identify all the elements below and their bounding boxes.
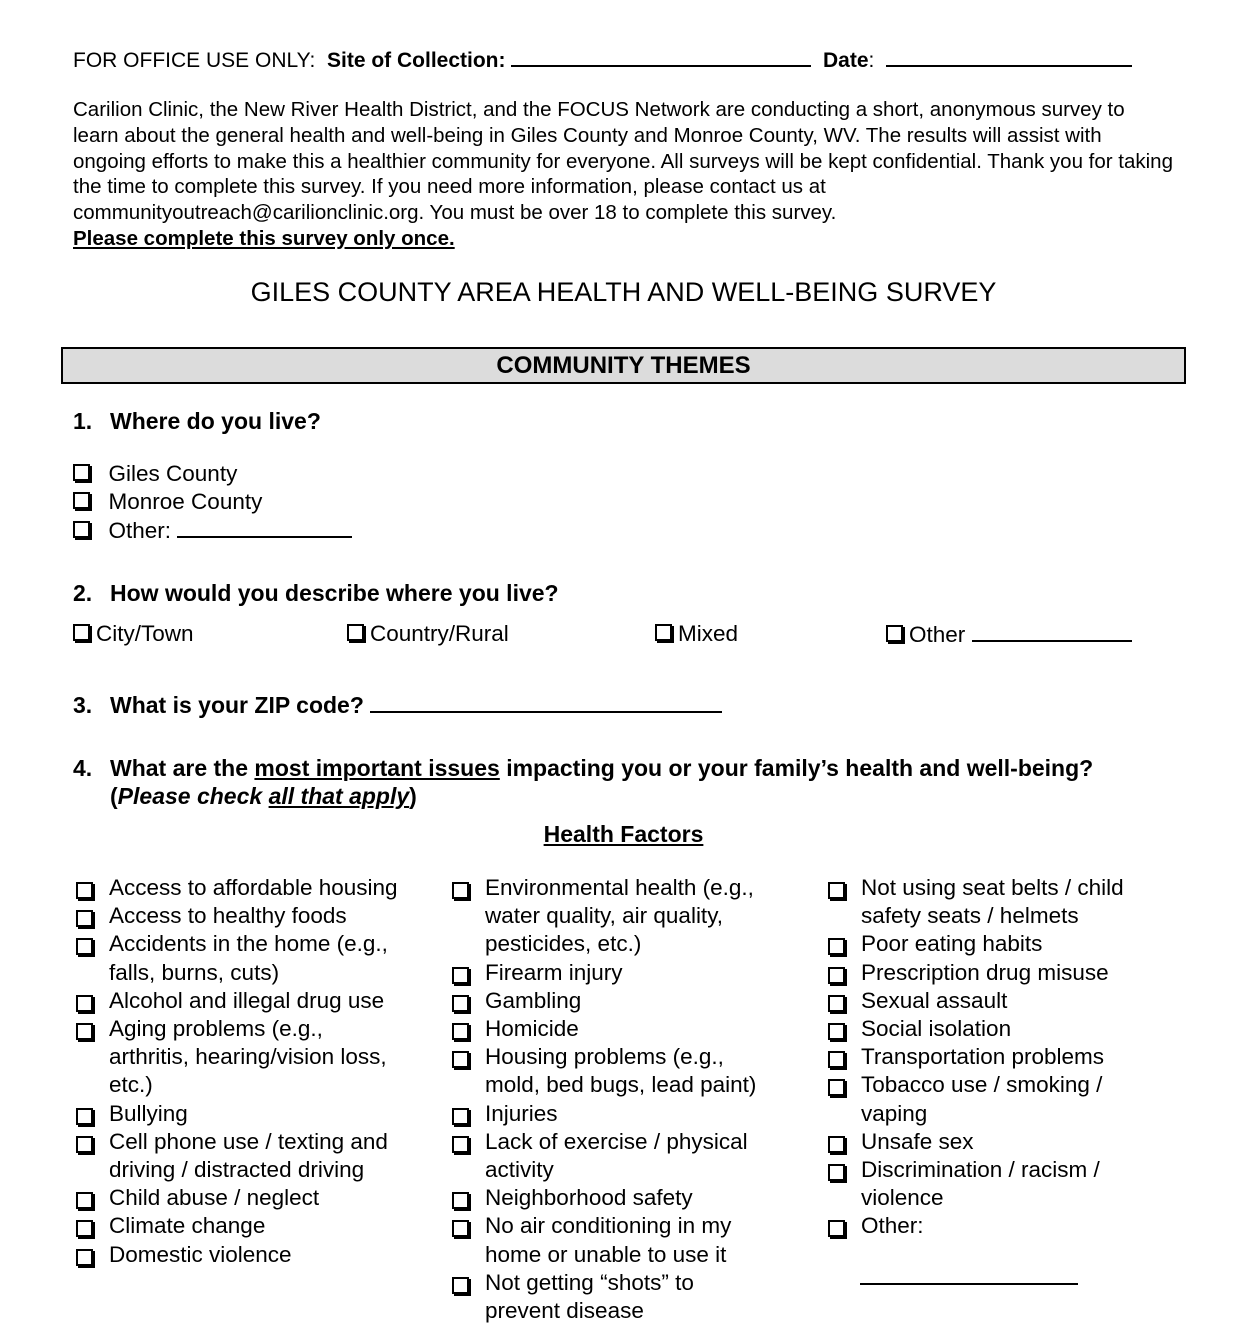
health-factor-bullying[interactable]: [73, 1100, 443, 1128]
option-other-area[interactable]: [886, 620, 1132, 649]
checkbox[interactable]: [76, 910, 93, 927]
checkbox[interactable]: [76, 1023, 93, 1040]
checkbox[interactable]: [828, 1220, 845, 1237]
health-factors-column-1: [73, 874, 443, 1269]
health-factor-label: Not using seat belts / child: [861, 875, 1124, 900]
health-factor-access-to-healthy-foods[interactable]: [73, 902, 443, 930]
checkbox[interactable]: [452, 995, 469, 1012]
health-factor-label: Alcohol and illegal drug use: [109, 987, 385, 1013]
other-location-field[interactable]: [177, 516, 352, 538]
intro-paragraph: [73, 97, 1173, 252]
other-health-factor-field[interactable]: [860, 1283, 1078, 1285]
question-text: How would you describe where you live?: [110, 580, 559, 606]
question-text-post: impacting you or your family’s health and well-being?: [506, 755, 1094, 781]
checkbox[interactable]: [452, 1192, 469, 1209]
checkbox[interactable]: [347, 624, 364, 641]
health-factor-tobacco-use-smoking[interactable]: [825, 1071, 1205, 1127]
option-label: City/Town: [96, 621, 194, 646]
health-factor-lack-of-exercise-physical[interactable]: [449, 1128, 819, 1184]
site-of-collection-field[interactable]: [511, 45, 811, 67]
health-factor-transportation-problems[interactable]: [825, 1043, 1205, 1071]
date-label: Date: [823, 49, 869, 72]
checkbox[interactable]: [828, 995, 845, 1012]
health-factor-child-abuse-neglect[interactable]: [73, 1184, 443, 1212]
checkbox[interactable]: [828, 1051, 845, 1068]
option-label: Other:: [108, 518, 172, 543]
checkbox[interactable]: [73, 521, 90, 538]
health-factor-label: Gambling: [485, 987, 582, 1013]
health-factor-label: safety seats / helmets: [861, 903, 1079, 929]
health-factor-label: activity: [485, 1157, 554, 1183]
checkbox[interactable]: [828, 1023, 845, 1040]
office-use-line: FOR OFFICE USE ONLY: Site of Collection: Date:: [73, 45, 1132, 73]
checkbox[interactable]: [76, 1192, 93, 1209]
complete-once-note: Please complete this survey only once.: [73, 226, 455, 250]
health-factor-homicide[interactable]: [449, 1015, 819, 1043]
health-factor-label: arthritis, hearing/vision loss,: [109, 1044, 387, 1070]
health-factor-social-isolation[interactable]: [825, 1015, 1205, 1043]
question-text: Where do you live?: [110, 408, 321, 434]
option-label: Other: [909, 622, 966, 647]
question-number: 4.: [73, 755, 93, 781]
health-factor-neighborhood-safety[interactable]: [449, 1184, 819, 1212]
health-factor-label: Environmental health (e.g.,: [485, 875, 754, 900]
health-factor-access-to-affordable-housing[interactable]: [73, 874, 443, 902]
question-4: [73, 754, 1093, 810]
question-3: [73, 689, 722, 719]
survey-title: GILES COUNTY AREA HEALTH AND WELL-BEING SURVEY: [250, 277, 997, 307]
health-factor-unsafe-sex[interactable]: [825, 1128, 1205, 1156]
checkbox[interactable]: [76, 995, 93, 1012]
checkbox[interactable]: [76, 938, 93, 955]
health-factor-label: etc.): [109, 1072, 153, 1098]
health-factor-label: Firearm injury: [485, 959, 623, 985]
option-label: Country/Rural: [370, 621, 509, 646]
health-factor-label: Access to affordable housing: [109, 875, 398, 900]
health-factor-prescription-drug-misuse[interactable]: [825, 959, 1205, 987]
site-of-collection-label: Site of Collection: [326, 49, 499, 72]
health-factor-not-using-seat-belts-child[interactable]: [825, 874, 1205, 930]
question-number: 1.: [73, 408, 93, 434]
health-factor-label: Housing problems (e.g.,: [485, 1044, 724, 1070]
health-factor-discrimination-racism[interactable]: [825, 1156, 1205, 1212]
checkbox[interactable]: [452, 1023, 469, 1040]
question-number: 2.: [73, 580, 93, 606]
office-use-prefix: FOR OFFICE USE ONLY:: [73, 49, 316, 72]
health-factor-label: Poor eating habits: [861, 931, 1043, 957]
health-factor-label: Bullying: [109, 1100, 188, 1126]
option-country-rural[interactable]: [347, 620, 509, 648]
health-factors-heading: Health Factors: [543, 821, 704, 847]
zip-code-field[interactable]: [370, 689, 722, 713]
instruction-please: Please check: [117, 783, 263, 809]
health-factor-label: Neighborhood safety: [485, 1185, 693, 1211]
health-factor-cell-phone-use-texting-and[interactable]: [73, 1128, 443, 1184]
checkbox[interactable]: [828, 938, 845, 955]
checkbox[interactable]: [452, 1277, 469, 1294]
checkbox[interactable]: [73, 624, 90, 641]
health-factor-label: water quality, air quality,: [485, 903, 724, 929]
checkbox[interactable]: [76, 1220, 93, 1237]
option-monroe-county[interactable]: [73, 488, 352, 516]
health-factor-aging-problems-e-g[interactable]: [73, 1015, 443, 1100]
health-factor-label: Tobacco use / smoking /: [861, 1072, 1103, 1098]
health-factor-label: mold, bed bugs, lead paint): [485, 1072, 757, 1098]
question-1: [73, 408, 321, 435]
option-label: Giles County: [108, 461, 238, 486]
health-factor-poor-eating-habits[interactable]: [825, 930, 1205, 958]
question-2: [73, 580, 559, 607]
checkbox[interactable]: [452, 1136, 469, 1153]
health-factor-label: Cell phone use / texting and: [109, 1128, 388, 1154]
question-text-emphasis: most important issues: [254, 755, 500, 781]
checkbox[interactable]: [452, 1220, 469, 1237]
health-factor-sexual-assault[interactable]: [825, 987, 1205, 1015]
option-giles-county[interactable]: [73, 460, 352, 488]
health-factor-domestic-violence[interactable]: [73, 1241, 443, 1269]
health-factor-label: violence: [861, 1185, 944, 1211]
health-factor-label: Lack of exercise / physical: [485, 1128, 748, 1154]
health-factor-label: Domestic violence: [109, 1241, 292, 1267]
paren-close: ): [409, 783, 417, 809]
checkbox[interactable]: [828, 882, 845, 899]
checkbox[interactable]: [452, 882, 469, 899]
health-factor-label: Sexual assault: [861, 987, 1008, 1013]
other-area-field[interactable]: [972, 620, 1132, 642]
health-factor-label: Homicide: [485, 1016, 579, 1042]
health-factor-no-air-conditioning-in-my[interactable]: [449, 1212, 819, 1268]
health-factors-column-2: [449, 874, 819, 1325]
question-number: 3.: [73, 692, 93, 718]
checkbox[interactable]: [828, 1079, 845, 1096]
health-factor-label: Aging problems (e.g.,: [109, 1016, 323, 1042]
checkbox[interactable]: [828, 967, 845, 984]
health-factor-other[interactable]: [825, 1212, 1205, 1240]
health-factor-not-getting-shots-to[interactable]: [449, 1269, 819, 1325]
question-text-pre: What are the: [110, 755, 249, 781]
health-factor-label: Injuries: [485, 1100, 558, 1126]
option-other[interactable]: [73, 516, 352, 545]
section-header: COMMUNITY THEMES: [61, 347, 1186, 384]
intro-text: Carilion Clinic, the New River Health District, and the FOCUS Network are conducting a short, anonymous survey to learn about the general health and well-being in Giles County and Monroe County, WV. The results will assist with ongoing efforts to make this a healthier community for everyone. All surveys will be kept confidential. Thank you for taking the time to complete this survey. If you need more information, please contact us at communityoutreach@carilionclinic.org. You must be over 18 to complete this survey.: [73, 98, 1173, 225]
option-city-town[interactable]: [73, 620, 194, 648]
option-label: Mixed: [678, 621, 739, 646]
health-factors-column-3: [825, 874, 1205, 1241]
checkbox[interactable]: [76, 1136, 93, 1153]
checkbox[interactable]: [73, 492, 90, 509]
checkbox[interactable]: [828, 1164, 845, 1181]
question-text: What is your ZIP code?: [110, 692, 364, 718]
health-factor-label: Climate change: [109, 1213, 266, 1239]
health-factor-accidents-in-the-home-e-g[interactable]: [73, 930, 443, 986]
checkbox[interactable]: [76, 1108, 93, 1125]
health-factor-label: Unsafe sex: [861, 1128, 974, 1154]
health-factor-label: Accidents in the home (e.g.,: [109, 931, 388, 957]
health-factor-climate-change[interactable]: [73, 1212, 443, 1240]
health-factor-injuries[interactable]: [449, 1100, 819, 1128]
health-factor-label: pesticides, etc.): [485, 931, 642, 957]
checkbox[interactable]: [655, 624, 672, 641]
health-factor-label: prevent disease: [485, 1298, 644, 1324]
health-factor-label: Transportation problems: [861, 1044, 1105, 1070]
checkbox[interactable]: [452, 967, 469, 984]
date-field[interactable]: [886, 45, 1132, 67]
health-factor-label: Social isolation: [861, 1016, 1012, 1042]
health-factor-label: home or unable to use it: [485, 1241, 727, 1267]
health-factor-label: Other:: [861, 1213, 924, 1239]
health-factor-label: falls, burns, cuts): [109, 959, 280, 985]
instruction-all-that-apply: all that apply: [268, 783, 410, 809]
health-factor-alcohol-and-illegal-drug-use[interactable]: [73, 987, 443, 1015]
option-label: Monroe County: [108, 489, 263, 514]
health-factor-label: driving / distracted driving: [109, 1157, 365, 1183]
health-factor-firearm-injury[interactable]: [449, 959, 819, 987]
checkbox[interactable]: [452, 1051, 469, 1068]
health-factor-label: No air conditioning in my: [485, 1213, 732, 1239]
option-mixed[interactable]: [655, 620, 738, 648]
health-factor-label: Child abuse / neglect: [109, 1185, 320, 1211]
checkbox[interactable]: [886, 625, 903, 642]
q1-options: [73, 460, 352, 545]
paren-open: (: [110, 783, 118, 809]
health-factor-label: Discrimination / racism /: [861, 1157, 1100, 1183]
health-factor-gambling[interactable]: [449, 987, 819, 1015]
checkbox[interactable]: [452, 1108, 469, 1125]
checkbox[interactable]: [73, 464, 90, 481]
health-factor-housing-problems-e-g[interactable]: [449, 1043, 819, 1099]
checkbox[interactable]: [828, 1136, 845, 1153]
health-factor-label: Not getting “shots” to: [485, 1269, 694, 1295]
health-factor-label: Access to healthy foods: [109, 903, 347, 929]
health-factor-environmental-health-e-g[interactable]: [449, 874, 819, 959]
health-factor-label: Prescription drug misuse: [861, 959, 1109, 985]
health-factor-label: vaping: [861, 1100, 928, 1126]
checkbox[interactable]: [76, 882, 93, 899]
checkbox[interactable]: [76, 1249, 93, 1266]
